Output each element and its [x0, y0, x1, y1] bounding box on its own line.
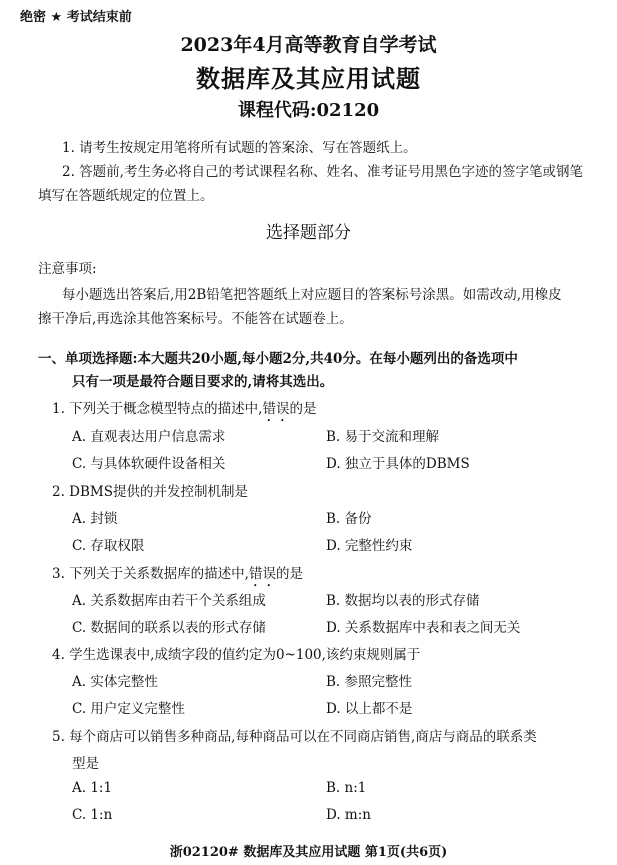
question-5-stem: 5. 每个商店可以销售多种商品,每种商品可以在不同商店销售,商店与商品的联系类 [52, 729, 537, 745]
exam-title: 2023年4月高等教育自学考试 [180, 34, 437, 56]
part1-heading: 一、单项选择题:本大题共20小题,每小题2分,共40分。在每小题列出的备选项中 [38, 351, 518, 367]
question-3-option-a: A. 关系数据库由若干个关系组成 [72, 593, 266, 609]
notes-heading: 注意事项: [38, 261, 97, 277]
question-1-option-a: A. 直观表达用户信息需求 [72, 429, 226, 445]
notes-line-1: 每小题选出答案后,用2B铅笔把答题纸上对应题目的答案标号涂黑。如需改动,用橡皮 [62, 287, 562, 303]
question-4-stem: 4. 学生选课表中,成绩字段的值约定为0~100,该约束规则属于 [52, 647, 421, 663]
course-code: 课程代码:02120 [237, 100, 380, 121]
question-1-option-b: B. 易于交流和理解 [326, 429, 440, 445]
question-1-option-c: C. 与具体软硬件设备相关 [72, 456, 226, 472]
section-title: 选择题部分 [266, 223, 351, 243]
question-2-option-c: C. 存取权限 [72, 538, 145, 554]
question-5-option-c: C. 1:n [72, 807, 113, 823]
question-3-option-b: B. 数据均以表的形式存储 [326, 593, 480, 609]
question-2-option-a: A. 封锁 [72, 511, 118, 527]
question-4-option-b: B. 参照完整性 [326, 674, 413, 690]
part1-heading-cont: 只有一项是最符合题目要求的,请将其选出。 [72, 374, 334, 390]
question-2-stem: 2. DBMS提供的并发控制机制是 [52, 484, 248, 500]
question-2-option-d: D. 完整性约束 [326, 538, 413, 554]
question-5-option-b: B. n:1 [326, 780, 367, 796]
question-1-stem: 1. 下列关于概念模型特点的描述中,错误的是 [52, 401, 317, 417]
question-1-option-d: D. 独立于具体的DBMS [326, 456, 470, 472]
question-4-option-d: D. 以上都不是 [326, 701, 413, 717]
question-5-stem-cont: 型是 [72, 756, 99, 772]
instruction-2: 2. 答题前,考生务必将自己的考试课程名称、姓名、准考证号用黑色字迹的签字笔或钢笔 [62, 164, 583, 180]
question-3-option-c: C. 数据间的联系以表的形式存储 [72, 620, 266, 636]
question-2-option-b: B. 备份 [326, 511, 372, 527]
question-3-option-d: D. 关系数据库中表和表之间无关 [326, 620, 521, 636]
secret-label: 绝密 ★ 考试结束前 [20, 10, 132, 25]
question-5-option-a: A. 1:1 [72, 780, 113, 796]
question-4-option-c: C. 用户定义完整性 [72, 701, 185, 717]
question-4-option-a: A. 实体完整性 [72, 674, 158, 690]
subject-title: 数据库及其应用试题 [196, 64, 421, 93]
page-footer: 浙02120# 数据库及其应用试题 第1页(共6页) [169, 845, 448, 860]
notes-line-2: 擦干净后,再选涂其他答案标号。不能答在试题卷上。 [38, 311, 353, 327]
instruction-2-cont: 填写在答题纸规定的位置上。 [38, 188, 214, 204]
question-5-option-d: D. m:n [326, 807, 371, 823]
instruction-1: 1. 请考生按规定用笔将所有试题的答案涂、写在答题纸上。 [62, 140, 417, 156]
question-3-stem: 3. 下列关于关系数据库的描述中,错误的是 [52, 566, 303, 582]
